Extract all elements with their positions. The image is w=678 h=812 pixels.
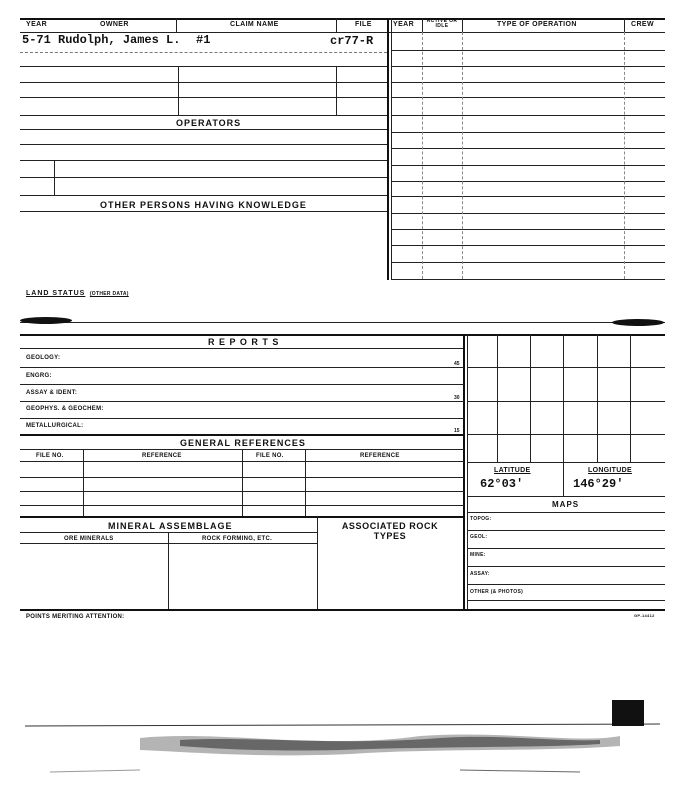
owner-entry: 5-71 Rudolph, James L. (22, 33, 181, 47)
longitude-label: LONGITUDE (588, 467, 632, 474)
mineral-assemblage-title: MINERAL ASSEMBLAGE (108, 521, 233, 531)
file-entry: cr77-R (330, 34, 374, 48)
other-persons-title: OTHER PERSONS HAVING KNOWLEDGE (100, 200, 307, 210)
map-assay: ASSAY: (470, 571, 490, 577)
report-assay: ASSAY & IDENT: (26, 390, 78, 396)
form-number: GP-14412 (634, 613, 655, 618)
owner-header: OWNER (100, 21, 129, 28)
file-header: FILE (355, 21, 372, 28)
points-meriting-attention: POINTS MERITING ATTENTION: (26, 614, 125, 620)
year-header: YEAR (26, 21, 48, 28)
ref-reference-2: REFERENCE (360, 453, 400, 459)
ref-file-no-1: FILE NO. (36, 453, 64, 459)
year-right-header: YEAR (393, 21, 415, 28)
land-status-note: (OTHER DATA) (89, 291, 129, 297)
ref-file-no-2: FILE NO. (256, 453, 284, 459)
land-status (26, 282, 129, 300)
report-engrg: ENGRG: (26, 373, 52, 379)
ref-reference-1: REFERENCE (142, 453, 182, 459)
claim-name-header: CLAIM NAME (230, 21, 279, 28)
report-geology-page: 45 (454, 361, 460, 367)
ore-minerals-label: ORE MINERALS (64, 536, 114, 542)
report-metallurgical-page: 15 (454, 428, 460, 434)
scan-noise (20, 700, 665, 800)
longitude-value: 146°29' (573, 477, 624, 491)
land-status-title: LAND STATUS (26, 290, 86, 297)
map-mine: MINE: (470, 552, 486, 558)
reports-title: R E P O R T S (208, 337, 280, 347)
type-of-operation-header: TYPE OF OPERATION (497, 21, 577, 28)
latitude-value: 62°03' (480, 477, 524, 491)
map-topog: TOPOG: (470, 516, 492, 522)
report-geophys: GEOPHYS. & GEOCHEM: (26, 406, 104, 412)
report-geology: GEOLOGY: (26, 355, 61, 361)
map-geol: GEOL: (470, 534, 488, 540)
ink-smudge-left (20, 317, 72, 324)
operators-title: OPERATORS (176, 118, 242, 128)
general-references-title: GENERAL REFERENCES (180, 438, 306, 448)
report-metallurgical: METALLURGICAL: (26, 423, 84, 429)
associated-rock-types-title: ASSOCIATED ROCK TYPES (341, 521, 439, 541)
map-other: OTHER (& PHOTOS) (470, 589, 524, 595)
latitude-label: LATITUDE (494, 467, 531, 474)
rock-forming-label: ROCK FORMING, ETC. (202, 536, 273, 542)
ink-smudge-right (612, 319, 664, 326)
report-assay-page: 30 (454, 395, 460, 401)
crew-header: CREW (631, 21, 654, 28)
claim-entry: #1 (196, 33, 211, 47)
maps-title: MAPS (552, 500, 580, 509)
active-idle-header: ACTIVE OR IDLE (426, 18, 458, 29)
